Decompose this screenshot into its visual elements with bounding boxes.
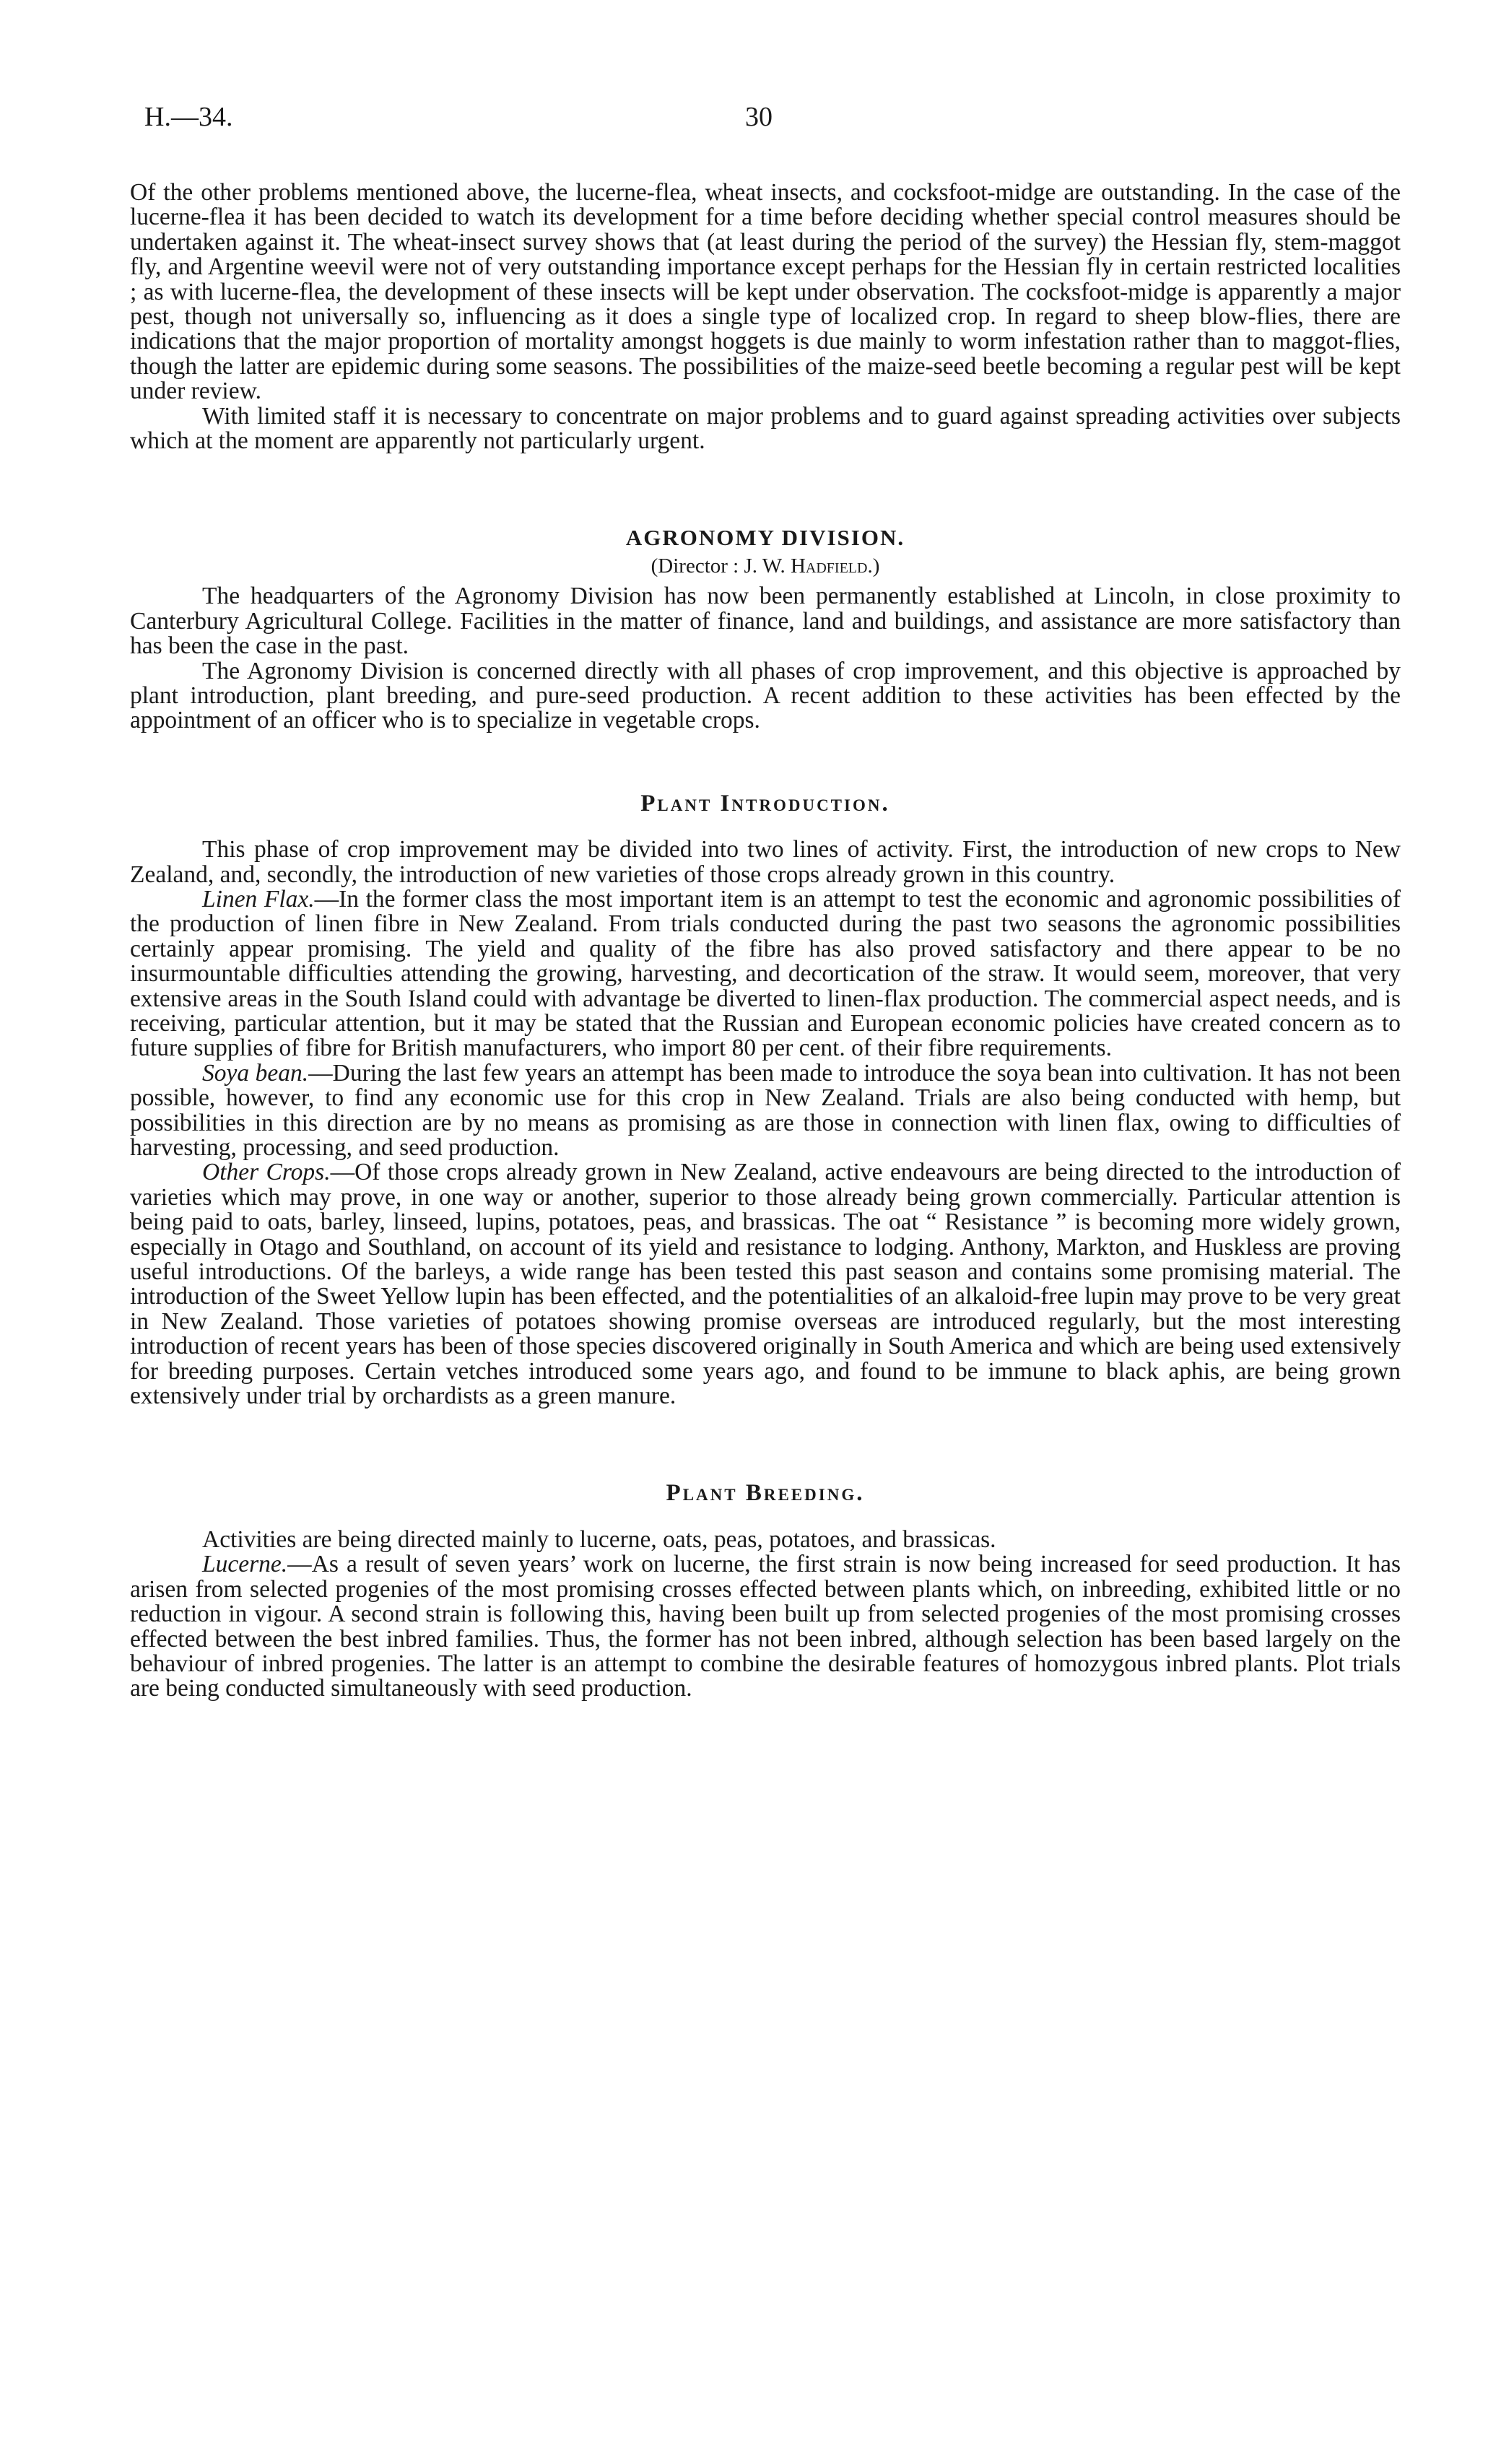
director-line <box>130 554 1401 578</box>
linen-flax-paragraph <box>130 887 1401 1061</box>
page-header <box>130 101 1401 152</box>
document-page <box>130 101 1401 1702</box>
intro-paragraph-2: With limited staff it is necessary to concentrate on major problems and to guard against spreading activities over subjects which at the moment are apparently not particularly urgent. <box>130 402 1401 455</box>
director-label: (Director : <box>651 554 739 578</box>
page-number: 30 <box>745 102 773 132</box>
agronomy-paragraph-1: The headquarters of the Agronomy Division has now been permanently established at Lincoln, in close proximity to Canterbury Agricultural College. Facilities in the matter of finance, land and buildings, and assistance are more satisfactory than has been the case in the past. <box>130 583 1401 660</box>
other-crops-text: —Of those crops already grown in New Zealand, active endeavours are being directed to the introduction of varieties which may prove, in one way or another, superior to those already being grown commercially. Particular attention is being paid to oats, barley, linseed, lupins, potatoes, peas, and brassicas. The oat “ Resistance ” is becoming more widely grown, especially in Otago and Southland, on account of its yield and resistance to lodging. Anthony, Markton, and Huskless are proving useful introductions. Of the barleys, a wide range has been tested this past season and contains some promising material. The introduction of the Sweet Yellow lupin has been effected, and the potentialities of an alkaloid-free lupin may prove to be very great in New Zealand. Those varieties of potatoes showing promise overseas are introduced regularly, but the most interesting introduction of recent years has been of those species discovered originally in South America and which are being used extensively for breeding purposes. Certain vetches introduced some years ago, and found to be immune to black aphis, are being grown extensively under trial by orchardists as a green manure. <box>130 1159 1401 1410</box>
soya-bean-paragraph <box>130 1061 1401 1161</box>
linen-flax-text: —In the former class the most important item is an attempt to test the economic and agronomic possibilities of the production of linen fibre in New Zealand. From trials conducted during the past two seasons the agronomic possibilities certainly appear promising. The yield and quality of the fibre has also proved satisfactory and there appear to be no insurmountable difficulties attending the growing, harvesting, and decortication of the straw. It would seem, moreover, that very extensive areas in the South Island could with advantage be diverted to linen-flax production. The commercial aspect needs, and is receiving, particular attention, but it may be stated that the Russian and European economic policies have created concern as to future supplies of fibre for British manufacturers, who import 80 per cent. of their fibre requirements. <box>130 885 1401 1062</box>
intro-paragraph-1: Of the other problems mentioned above, the lucerne-flea, wheat insects, and cocksfoot-midge are outstanding. In the case of the lucerne-flea it has been decided to watch its development for a time before deciding whether special control measures should be undertaken against it. The wheat-insect survey shows that (at least during the period of the survey) the Hessian fly, stem-maggot fly, and Argentine weevil were not of very outstanding importance except perhaps for the Hessian fly in certain restricted localities ; as with lucerne-flea, the development of these insects will be kept under observation. The cocksfoot-midge is apparently a major pest, though not universally so, influencing as it does a single type of localized crop. In regard to sheep blow-flies, there are indications that the major proportion of mortality amongst hoggets is due mainly to worm infestation rather than to maggot-flies, though the latter are epidemic during some seasons. The possibilities of the maize-seed beetle becoming a regular pest will be kept under review. <box>130 179 1401 405</box>
body-text <box>130 180 1401 1702</box>
lucerne-paragraph <box>130 1552 1401 1701</box>
soya-bean-label: Soya bean. <box>202 1059 309 1087</box>
linen-flax-label: Linen Flax. <box>202 885 315 913</box>
plant-breeding-paragraph: Activities are being directed mainly to lucerne, oats, peas, potatoes, and brassicas. <box>202 1525 996 1553</box>
lucerne-label: Lucerne. <box>202 1551 288 1578</box>
soya-bean-text: —During the last few years an attempt has been made to introduce the soya bean into cultivation. It has not been possible, however, to find any economic use for this crop in New Zealand. Trials are also being conducted with hemp, but possibilities in this direction are by no means as promising as are those in connection with linen flax, owing to difficulties of harvesting, processing, and seed production. <box>130 1059 1401 1161</box>
director-name: J. W. Hadfield.) <box>744 554 880 578</box>
agronomy-division-heading: AGRONOMY DIVISION. <box>625 525 905 551</box>
other-crops-label: Other Crops. <box>202 1159 331 1186</box>
plant-introduction-heading: Plant Introduction. <box>640 790 890 817</box>
plant-introduction-paragraph: This phase of crop improvement may be divided into two lines of activity. First, the introduction of new crops to New Zealand, and, secondly, the introduction of new varieties of those crops already grown in this country. <box>130 836 1401 888</box>
agronomy-paragraph-2: The Agronomy Division is concerned directly with all phases of crop improvement, and this objective is approached by plant introduction, plant breeding, and pure-seed production. A recent addition to these activities has been effected by the appointment of an officer who is to specialize in vegetable crops. <box>130 657 1401 734</box>
plant-breeding-heading: Plant Breeding. <box>666 1480 865 1507</box>
lucerne-text: —As a result of seven years’ work on lucerne, the first strain is now being increased for seed production. It has arisen from selected progenies of the most promising crosses effected between plants which, on inbreeding, exhibited little or no reduction in vigour. A second strain is following this, having been built up from selected progenies of the most promising crosses effected between the best inbred families. Thus, the former has not been inbred, although selection has been based largely on the behaviour of inbred progenies. The latter is an attempt to combine the desirable features of homozygous inbred plants. Plot trials are being conducted simultaneously with seed production. <box>130 1551 1401 1702</box>
other-crops-paragraph <box>130 1160 1401 1409</box>
report-reference: H.—34. <box>144 102 233 132</box>
